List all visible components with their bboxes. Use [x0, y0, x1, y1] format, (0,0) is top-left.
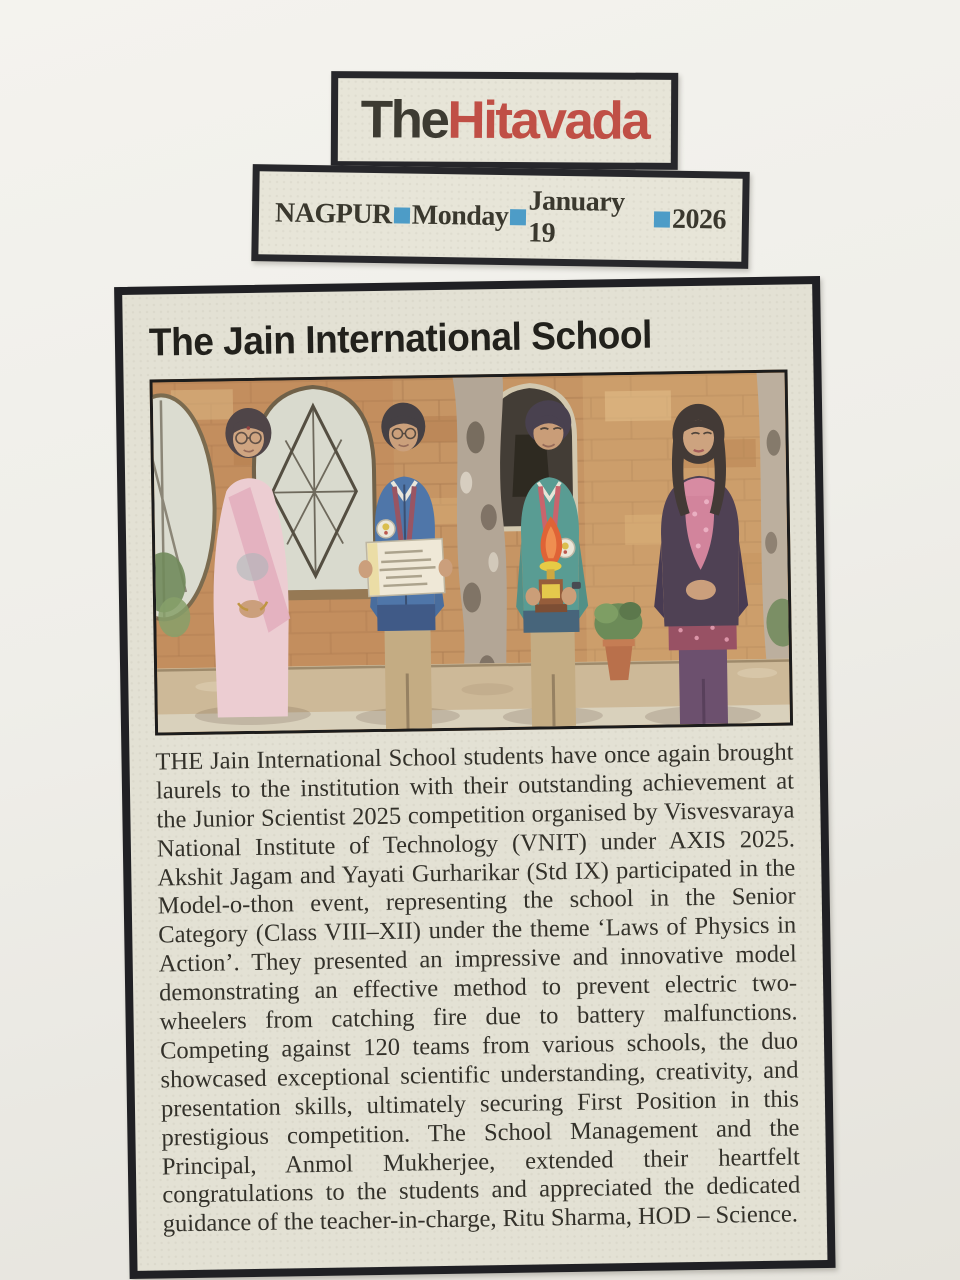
- dateline-year: 2026: [671, 203, 727, 236]
- logo-the: The: [360, 90, 448, 150]
- separator-square-icon: [654, 211, 670, 227]
- masthead-clipping: [331, 71, 679, 170]
- dateline-city: NAGPUR: [274, 196, 393, 230]
- dateline-date: January 19: [527, 184, 625, 249]
- print-wash-overlay: [153, 372, 790, 732]
- article-headline: The Jain International School: [148, 313, 653, 365]
- separator-square-icon: [510, 209, 526, 225]
- logo-name: Hitavada: [447, 90, 649, 151]
- separator-square-icon: [394, 207, 410, 223]
- newspaper-logo: [360, 89, 648, 152]
- dateline-clipping: [251, 164, 749, 269]
- article-photo: [150, 369, 794, 735]
- photo-scene: [153, 372, 790, 732]
- dateline-day: Monday: [411, 199, 509, 232]
- article-body: THE Jain International School students have once again brought laurels to the institution with their outstanding achievement at the Junior Scientist 2025 competition organised by Visvesvaraya National Institute of Technology (VNIT) under AXIS 2025. Akshit Jagam and Yayati Gurharikar (Std IX) participated in the Model-o-thon event, representing the school in the Senior Category (Class VIII–XII) under the theme ‘Laws of Physics in Action’. They presented an impressive and innovative model demonstrating an effective method to prevent electric two-wheelers from catching fire due to battery malfunctions. Competing against 120 teams from various schools, the duo showcased exceptional scientific understanding, creativity, and presentation skills, ultimately securing First Position in this prestigious competition. The School Management and the Principal, Anmol Mukherjee, extended their heartfelt congratulations to the students and appreciated the dedicated guidance of the teacher-in-charge, Ritu Sharma, HOD – Science.: [155, 738, 801, 1238]
- article-clipping: [114, 276, 835, 1279]
